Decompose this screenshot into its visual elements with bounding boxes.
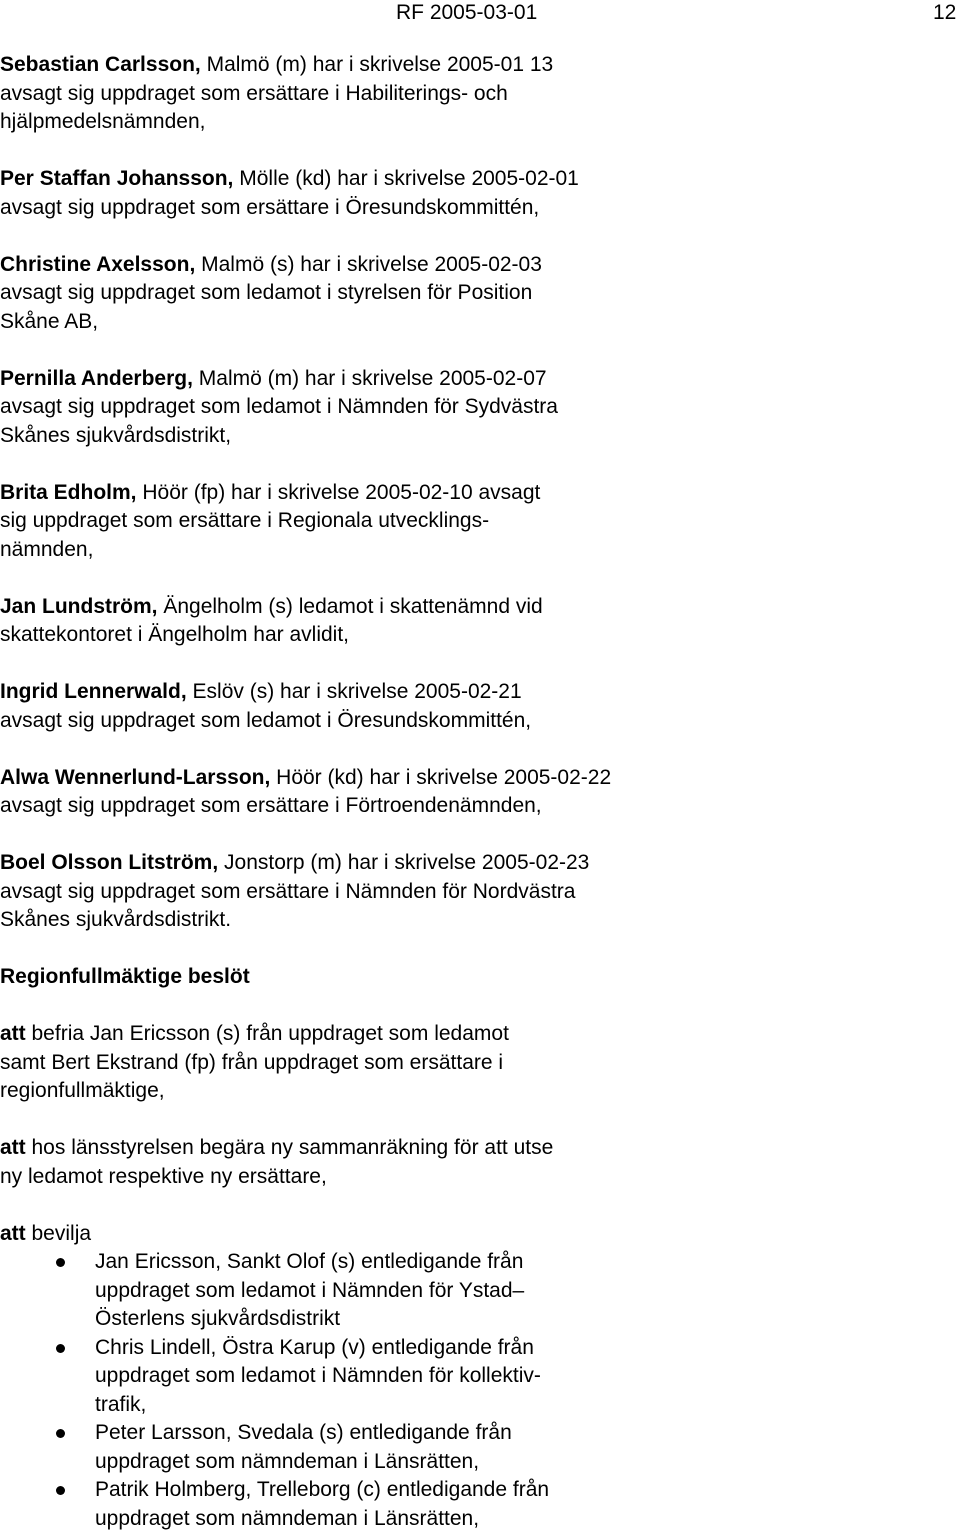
resignation-entry xyxy=(0,764,720,821)
decision-text: bevilja xyxy=(26,1222,91,1245)
entry-line: avsagt sig uppdraget som ledamot i Öresundskommittén, xyxy=(0,707,720,736)
resignation-entry xyxy=(0,678,720,735)
entry-line: avsagt sig uppdraget som ersättare i Nämnden för Nordvästra xyxy=(0,878,720,907)
deceased-entry xyxy=(0,593,720,650)
decision-line xyxy=(0,1020,720,1049)
bullet-item xyxy=(0,1476,720,1533)
bullet-icon xyxy=(56,1344,65,1353)
person-name: Ingrid Lennerwald, xyxy=(0,680,187,703)
entry-text: Malmö (s) har i skrivelse 2005-02-03 xyxy=(195,253,542,276)
bullet-line: uppdraget som nämndeman i Länsrätten, xyxy=(95,1448,720,1477)
bullet-line: Patrik Holmberg, Trelleborg (c) entledigande från xyxy=(95,1476,720,1505)
bullet-line: trafik, xyxy=(95,1391,720,1420)
entry-line: Skånes sjukvårdsdistrikt. xyxy=(0,906,720,935)
bullet-line: uppdraget som ledamot i Nämnden för Ystad– xyxy=(95,1277,720,1306)
entry-line: hjälpmedelsnämnden, xyxy=(0,108,720,137)
decision-line xyxy=(0,1134,720,1163)
decision-line: regionfullmäktige, xyxy=(0,1077,720,1106)
decision-text: befria Jan Ericsson (s) från uppdraget som ledamot xyxy=(26,1022,509,1045)
entry-line: Skånes sjukvårdsdistrikt, xyxy=(0,422,720,451)
entry-text: Mölle (kd) har i skrivelse 2005-02-01 xyxy=(233,167,578,190)
header-date: RF 2005-03-01 xyxy=(396,0,537,26)
person-name: Sebastian Carlsson, xyxy=(0,53,201,76)
bullet-line: Jan Ericsson, Sankt Olof (s) entledigande från xyxy=(95,1248,720,1277)
bullet-line: uppdraget som ledamot i Nämnden för kollektiv- xyxy=(95,1362,720,1391)
decision-line: ny ledamot respektive ny ersättare, xyxy=(0,1163,720,1192)
entry-line xyxy=(0,764,720,793)
bullet-line: Österlens sjukvårdsdistrikt xyxy=(95,1305,720,1334)
bullet-item xyxy=(0,1419,720,1476)
entry-line: skattekontoret i Ängelholm har avlidit, xyxy=(0,621,720,650)
resignation-entry xyxy=(0,479,720,565)
entry-text: Eslöv (s) har i skrivelse 2005-02-21 xyxy=(187,680,522,703)
att-keyword: att xyxy=(0,1222,26,1245)
entry-line: avsagt sig uppdraget som ersättare i Habiliterings- och xyxy=(0,80,720,109)
decision-text: hos länsstyrelsen begära ny sammanräkning för att utse xyxy=(26,1136,554,1159)
bullet-line: Chris Lindell, Östra Karup (v) entledigande från xyxy=(95,1334,720,1363)
bullet-icon xyxy=(56,1258,65,1267)
document-body xyxy=(0,51,720,1533)
person-name: Per Staffan Johansson, xyxy=(0,167,233,190)
bullet-list xyxy=(0,1248,720,1533)
bullet-item xyxy=(0,1248,720,1334)
page-number: 12 xyxy=(933,0,956,26)
entry-text: Malmö (m) har i skrivelse 2005-01 13 xyxy=(201,53,553,76)
att-keyword: att xyxy=(0,1136,26,1159)
entry-line: Skåne AB, xyxy=(0,308,720,337)
entry-line xyxy=(0,849,720,878)
entry-line xyxy=(0,251,720,280)
bullet-line: uppdraget som nämndeman i Länsrätten, xyxy=(95,1505,720,1533)
person-name: Boel Olsson Litström, xyxy=(0,851,218,874)
resignation-entry xyxy=(0,51,720,137)
decision-clause xyxy=(0,1220,720,1249)
att-keyword: att xyxy=(0,1022,26,1045)
entry-text: Höör (kd) har i skrivelse 2005-02-22 xyxy=(270,766,611,789)
entry-text: Höör (fp) har i skrivelse 2005-02-10 avsagt xyxy=(137,481,541,504)
person-name: Jan Lundström, xyxy=(0,595,158,618)
decision-line: samt Bert Ekstrand (fp) från uppdraget som ersättare i xyxy=(0,1049,720,1078)
decision-heading: Regionfullmäktige beslöt xyxy=(0,963,720,992)
entry-line xyxy=(0,365,720,394)
entry-text: Ängelholm (s) ledamot i skattenämnd vid xyxy=(158,595,543,618)
entry-line: nämnden, xyxy=(0,536,720,565)
resignation-entry xyxy=(0,365,720,451)
person-name: Pernilla Anderberg, xyxy=(0,367,193,390)
entry-line xyxy=(0,165,720,194)
decision-clause xyxy=(0,1020,720,1106)
bullet-icon xyxy=(56,1429,65,1438)
entry-line xyxy=(0,593,720,622)
entry-line xyxy=(0,51,720,80)
entry-line xyxy=(0,678,720,707)
entry-line: sig uppdraget som ersättare i Regionala utvecklings- xyxy=(0,507,720,536)
entry-line: avsagt sig uppdraget som ledamot i styrelsen för Position xyxy=(0,279,720,308)
person-name: Brita Edholm, xyxy=(0,481,137,504)
resignation-entry xyxy=(0,165,720,222)
entry-line xyxy=(0,479,720,508)
person-name: Christine Axelsson, xyxy=(0,253,195,276)
bullet-icon xyxy=(56,1486,65,1495)
resignation-entry xyxy=(0,251,720,337)
bullet-line: Peter Larsson, Svedala (s) entledigande från xyxy=(95,1419,720,1448)
decision-clause xyxy=(0,1134,720,1191)
entry-text: Jonstorp (m) har i skrivelse 2005-02-23 xyxy=(218,851,589,874)
entry-line: avsagt sig uppdraget som ledamot i Nämnden för Sydvästra xyxy=(0,393,720,422)
entry-line: avsagt sig uppdraget som ersättare i Förtroendenämnden, xyxy=(0,792,720,821)
entry-line: avsagt sig uppdraget som ersättare i Öresundskommittén, xyxy=(0,194,720,223)
entry-text: Malmö (m) har i skrivelse 2005-02-07 xyxy=(193,367,547,390)
person-name: Alwa Wennerlund-Larsson, xyxy=(0,766,270,789)
bullet-item xyxy=(0,1334,720,1420)
decision-line xyxy=(0,1220,720,1249)
resignation-entry xyxy=(0,849,720,935)
